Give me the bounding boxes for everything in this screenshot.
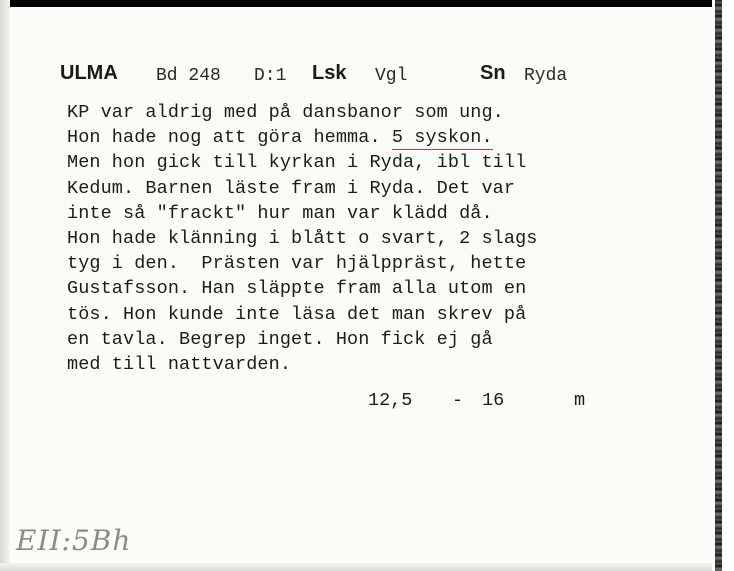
card-body-text: [67, 100, 667, 377]
scan-left-edge: [0, 0, 10, 571]
scan-right-edge: [712, 0, 734, 571]
measurement-unit: m: [574, 390, 586, 411]
scan-top-edge: [0, 0, 734, 7]
body-line: tös. Hon kunde inte läsa det man skrev på: [67, 303, 527, 325]
lsk-label: Lsk: [312, 62, 347, 84]
body-line: Kedum. Barnen läste fram i Ryda. Det var: [67, 177, 516, 199]
measurement-from: 12,5: [368, 390, 413, 411]
lsk-value: Vgl: [375, 66, 408, 86]
part-label: D:1: [254, 66, 287, 86]
body-line-with-underline: [67, 125, 667, 150]
measurement-to: 16: [482, 390, 505, 411]
body-line: Gustafsson. Han släppte fram alla utom en: [67, 278, 527, 300]
body-line: en tavla. Begrep inget. Hon fick ej gå: [67, 328, 493, 350]
body-line: med till nattvarden.: [67, 353, 292, 375]
sn-label: Sn: [480, 62, 506, 84]
body-line: tyg i den. Prästen var hjälppräst, hette: [67, 253, 527, 275]
underlined-phrase: 5 syskon.: [391, 127, 493, 149]
body-line: inte så "frackt" hur man var klädd då.: [67, 202, 493, 224]
scan-bottom-edge: [0, 563, 712, 571]
card-header: [60, 58, 620, 94]
sn-value: Ryda: [524, 66, 568, 86]
body-line: Hon hade klänning i blått o svart, 2 slags: [67, 227, 538, 249]
archive-code-handwritten: EII:5Bh: [16, 524, 132, 557]
body-line: Hon hade nog att göra hemma.: [67, 127, 381, 149]
body-line: Men hon gick till kyrkan i Ryda, ibl till: [67, 152, 527, 174]
volume-label: Bd 248: [156, 66, 221, 86]
keyword-label: ULMA: [60, 62, 118, 84]
measurement-dash: -: [452, 390, 464, 411]
body-line: KP var aldrig med på dansbanor som ung.: [67, 102, 504, 123]
